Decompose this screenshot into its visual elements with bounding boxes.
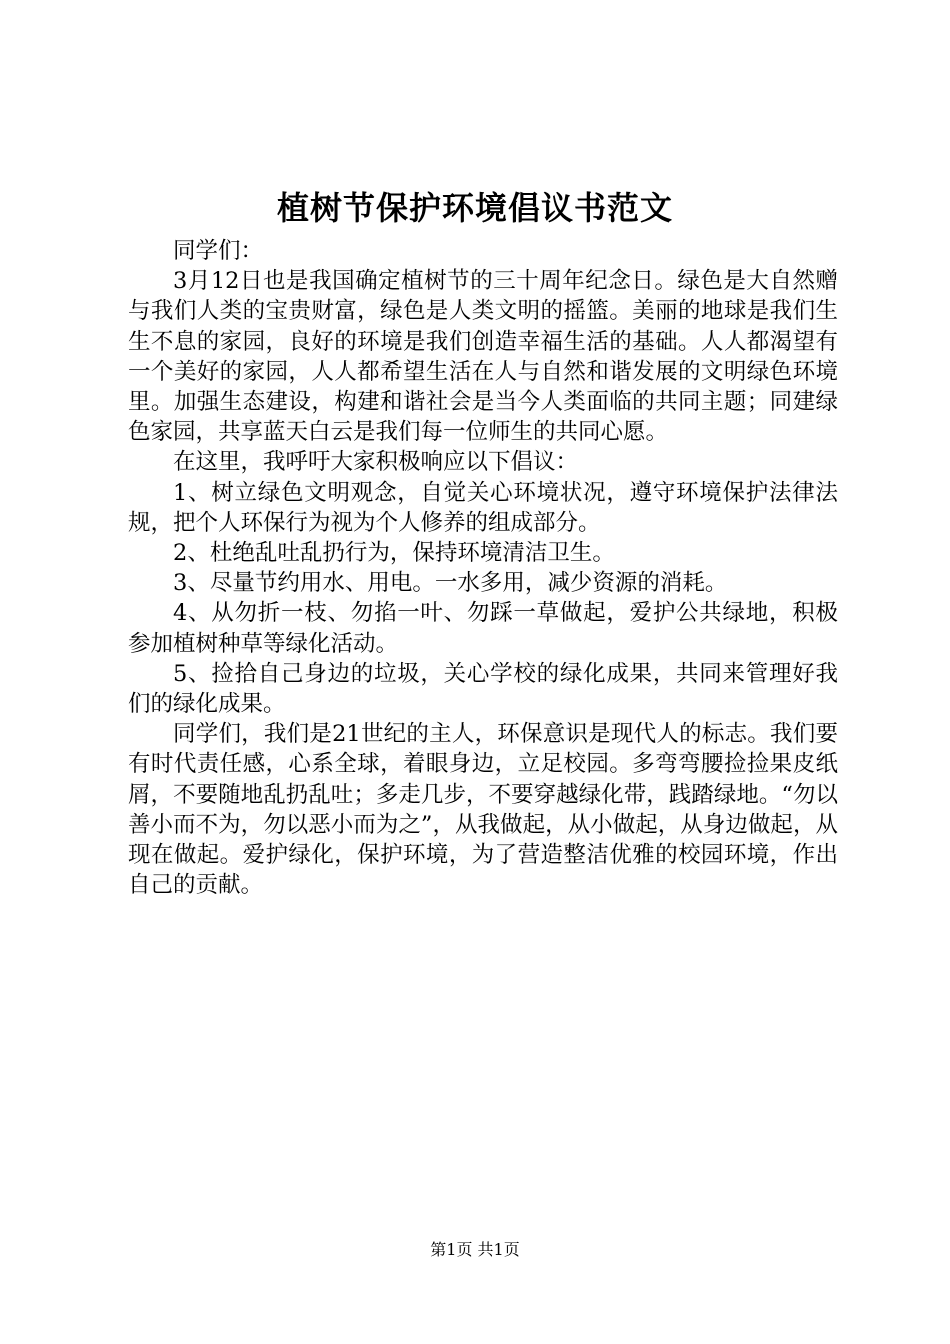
paragraph-closing: 同学们，我们是21世纪的主人，环保意识是现代人的标志。我们要有时代责任感，心系全球，着眼身边，立足校园。多弯弯腰捡捡果皮纸屑，不要随地乱扔乱吐；多走几步，不要穿越绿化带，践踏绿地。“勿以善小而不为，勿以恶小而为之”，从我做起，从小做起，从身边做起，从现在做起。爱护绿化，保护环境，为了营造整洁优雅的校园环境，作出自己的贡献。 (128, 721, 838, 899)
proposal-item-5: 5、捡拾自己身边的垃圾，关心学校的绿化成果，共同来管理好我们的绿化成果。 (128, 660, 838, 718)
proposal-item-3: 3、尽量节约用水、用电。一水多用，减少资源的消耗。 (173, 570, 728, 597)
page-number-footer: 第1页 共1页 (430, 1240, 520, 1259)
document-body (128, 236, 838, 900)
proposal-item-2: 2、杜绝乱吐乱扔行为，保持环境清洁卫生。 (173, 540, 615, 567)
proposal-item-1: 1、树立绿色文明观念，自觉关心环境状况，遵守环境保护法律法规，把个人环保行为视为个人修养的组成部分。 (128, 479, 838, 536)
salutation: 同学们： (173, 238, 264, 264)
paragraph-call: 在这里，我呼吁大家积极响应以下倡议： (173, 449, 579, 476)
proposal-item-4: 4、从勿折一枝、勿掐一叶、勿踩一草做起，爱护公共绿地，积极参加植树种草等绿化活动。 (128, 600, 838, 657)
paragraph-intro: 3月12日也是我国确定植树节的三十周年纪念日。绿色是大自然赠与我们人类的宝贵财富，绿色是人类文明的摇篮。美丽的地球是我们生生不息的家园，良好的环境是我们创造幸福生活的基础。人人都渴望有一个美好的家园，人人都希望生活在人与自然和谐发展的文明绿色环境里。加强生态建设，构建和谐社会是当今人类面临的共同主题；同建绿色家园，共享蓝天白云是我们每一位师生的共同心愿。 (128, 268, 838, 446)
document-title: 植树节保护环境倡议书范文 (276, 189, 673, 227)
